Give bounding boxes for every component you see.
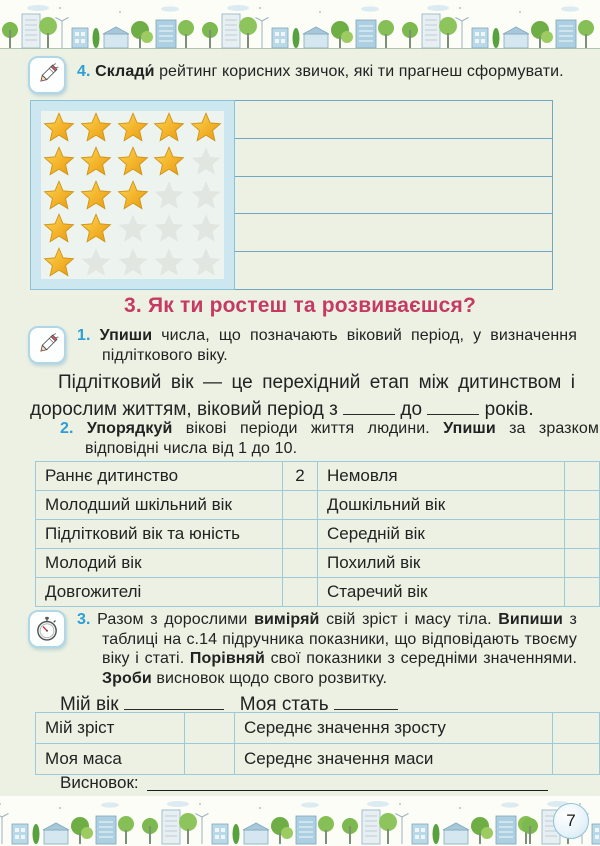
text-segment: вікові періоди життя людини. <box>185 420 444 437</box>
answer-cell[interactable] <box>283 520 318 549</box>
city-border-bottom-illustration <box>0 796 600 846</box>
star-empty-icon <box>115 246 151 279</box>
writing-line[interactable] <box>235 101 552 139</box>
label-cell: Молодий вік <box>36 549 283 578</box>
label-cell: Мій зріст <box>36 713 185 744</box>
star-empty-icon <box>115 212 151 245</box>
answer-cell[interactable] <box>553 713 600 744</box>
label-cell: Немовля <box>318 462 565 491</box>
star-filled-icon <box>115 111 151 144</box>
pencil-icon <box>28 326 66 364</box>
text-segment: Упорядкуй <box>86 420 186 437</box>
table-row <box>36 744 600 775</box>
answer-cell[interactable] <box>283 578 318 607</box>
label-cell: Старечий вік <box>318 578 565 607</box>
task-1 <box>28 326 577 365</box>
star-filled-icon <box>78 179 114 212</box>
table-row <box>36 462 600 491</box>
label-cell: Середнє значення маси <box>235 744 553 775</box>
answer-cell[interactable] <box>565 578 600 607</box>
table-row <box>36 520 600 549</box>
text-segment: з таблиці на с.14 підручника показники, що відповідають твоєму віку і статі. <box>102 611 577 668</box>
writing-line[interactable] <box>235 252 552 290</box>
star-empty-icon <box>188 179 224 212</box>
text-segment: Упиши <box>99 327 162 344</box>
table-row <box>36 549 600 578</box>
star-filled-icon <box>41 111 77 144</box>
text-segment: Зроби <box>102 669 157 687</box>
answer-cell[interactable] <box>283 549 318 578</box>
text-segment: Склади́ <box>95 63 160 80</box>
task-number: 1. <box>77 327 100 344</box>
star-rating-row[interactable] <box>41 246 224 279</box>
text-segment: виміряй <box>254 611 327 628</box>
star-filled-icon <box>41 246 77 279</box>
text-segment: Моя стать <box>223 694 334 715</box>
star-filled-icon <box>78 145 114 178</box>
text-segment: свій зріст і масу тіла. <box>326 611 499 628</box>
star-rating-row[interactable] <box>41 212 224 245</box>
star-rating-row[interactable] <box>41 179 224 212</box>
conclusion-fill-line[interactable] <box>147 773 548 791</box>
pencil-icon <box>28 56 66 94</box>
label-cell: Середній вік <box>318 520 565 549</box>
answer-cell[interactable]: 2 <box>283 462 318 491</box>
fill-in-blank[interactable] <box>124 690 224 710</box>
task-2-text <box>60 419 599 458</box>
star-empty-icon <box>188 212 224 245</box>
label-cell: Моя маса <box>36 744 185 775</box>
star-filled-icon <box>41 212 77 245</box>
stopwatch-icon <box>28 610 66 648</box>
text-segment: років. <box>479 399 534 421</box>
star-filled-icon <box>78 111 114 144</box>
task-number: 3. <box>77 611 98 628</box>
task-1-text <box>77 326 577 365</box>
fill-in-blank[interactable] <box>427 395 479 415</box>
task-number: 2. <box>60 420 87 437</box>
text-segment: Мій вік <box>60 694 124 715</box>
age-periods-table <box>35 461 600 607</box>
text-segment: Випиши <box>498 611 570 628</box>
city-border-top-illustration <box>0 0 600 50</box>
table-row <box>36 578 600 607</box>
star-filled-icon <box>151 145 187 178</box>
answer-cell[interactable] <box>283 491 318 520</box>
definition-paragraph <box>30 370 575 422</box>
text-segment: Упиши <box>443 420 510 437</box>
star-filled-icon <box>151 111 187 144</box>
star-filled-icon <box>41 179 77 212</box>
star-empty-icon <box>151 246 187 279</box>
star-filled-icon <box>115 179 151 212</box>
text-segment: висновок щодо свого розвитку. <box>156 669 388 687</box>
label-cell: Середнє значення зросту <box>235 713 553 744</box>
answer-cell[interactable] <box>553 744 600 775</box>
star-filled-icon <box>78 212 114 245</box>
answer-cell[interactable] <box>185 713 235 744</box>
task-4 <box>28 56 577 94</box>
answer-cell[interactable] <box>565 549 600 578</box>
star-empty-icon <box>188 246 224 279</box>
text-segment: рейтинг корисних звичок, які ти прагнеш сформувати. <box>159 63 564 80</box>
label-cell: Похилий вік <box>318 549 565 578</box>
label-cell: Дошкільний вік <box>318 491 565 520</box>
star-rating-row[interactable] <box>41 111 224 144</box>
star-filled-icon <box>41 145 77 178</box>
answer-cell[interactable] <box>565 520 600 549</box>
section-title: 3. Як ти ростеш та розвиваєшся? <box>124 294 476 317</box>
star-empty-icon <box>151 179 187 212</box>
writing-line[interactable] <box>235 177 552 215</box>
text-segment: Разом з дорослими <box>97 611 255 628</box>
star-grid <box>41 111 224 279</box>
task-number: 4. <box>77 63 96 80</box>
text-segment: за зразком відповідні числа від 1 до 10. <box>85 420 599 457</box>
star-empty-icon <box>188 145 224 178</box>
star-rating-row[interactable] <box>41 145 224 178</box>
table-row <box>36 491 600 520</box>
writing-line[interactable] <box>235 139 552 177</box>
text-segment: свої показники з середніми значеннями. <box>270 650 577 668</box>
text-segment: до <box>395 399 428 421</box>
text-segment: Підлітковий вік — це перехідний етап між дитинством і дорослим життям, віковий період з <box>30 372 575 421</box>
label-cell: Раннє дитинство <box>36 462 283 491</box>
page-number: 7 <box>553 803 589 839</box>
habit-rating-block <box>30 100 553 290</box>
label-cell: Молодший шкільний вік <box>36 491 283 520</box>
star-empty-icon <box>78 246 114 279</box>
conclusion-label: Висновок: <box>60 773 139 792</box>
answer-cell[interactable] <box>565 491 600 520</box>
star-filled-icon <box>115 145 151 178</box>
conclusion-row <box>60 773 548 793</box>
label-cell: Підлітковий вік та юність <box>36 520 283 549</box>
star-filled-icon <box>188 111 224 144</box>
measurements-table <box>35 712 600 775</box>
fill-in-blank[interactable] <box>343 395 395 415</box>
answer-cell[interactable] <box>565 462 600 491</box>
fill-in-blank[interactable] <box>334 690 398 710</box>
text-segment: Порівняй <box>189 650 271 668</box>
task-3-text <box>77 610 577 688</box>
task-3 <box>28 610 577 688</box>
answer-cell[interactable] <box>185 744 235 775</box>
task-4-text <box>77 56 577 82</box>
writing-lines-area <box>235 100 553 290</box>
writing-line[interactable] <box>235 214 552 252</box>
label-cell: Довгожителі <box>36 578 283 607</box>
text-segment: числа, що позначають віковий період, у визначення підліткового віку. <box>102 327 578 364</box>
star-rating-panel <box>30 100 235 290</box>
star-empty-icon <box>151 212 187 245</box>
table-row <box>36 713 600 744</box>
